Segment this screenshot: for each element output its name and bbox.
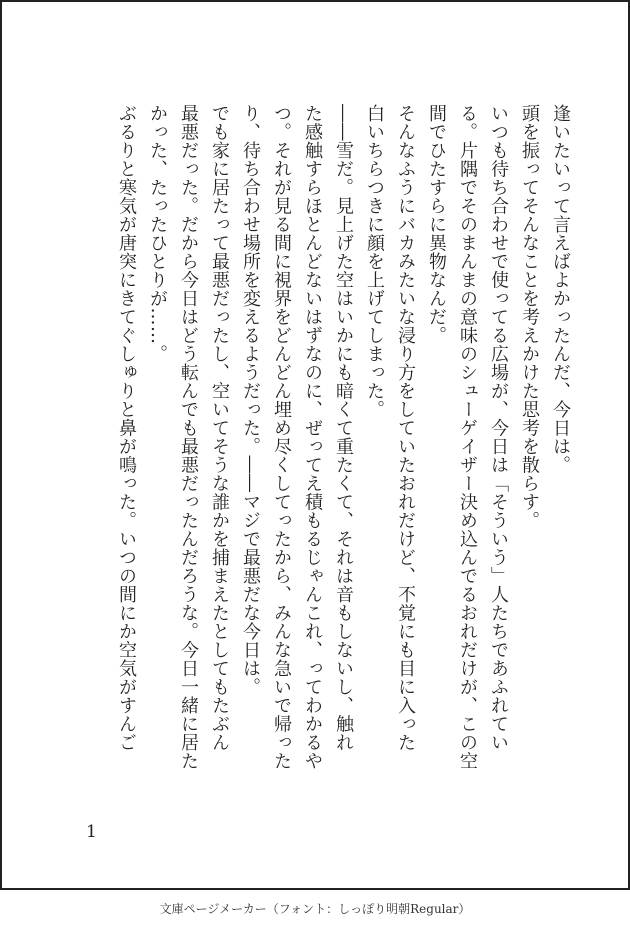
text-line: 最悪だった。だから今日はどう転んでも最悪だったんだろうな。今日一緒に居た <box>178 104 199 770</box>
text-line: いつも待ち合わせで使ってる広場が、今日は「そういう」人たちであふれてい <box>488 104 509 752</box>
text-line: でも家に居たって最悪だったし、空いてそうな誰かを捕まえたとしてもたぶん <box>209 104 230 752</box>
text-line: 頭を振ってそんなことを考えかけた思考を散らす。 <box>519 104 540 530</box>
text-line: 逢いたいって言えばよかったんだ、今日は。 <box>550 104 571 474</box>
page-number: 1 <box>86 822 97 842</box>
text-line: かった、たったひとりが……。 <box>147 104 168 363</box>
text-line: ――雪だ。見上げた空はいかにも暗くて重たくて、それは音もしないし、触れ <box>333 104 354 752</box>
footer-caption: 文庫ページメーカー（フォント：しっぽり明朝Regular） <box>159 902 471 916</box>
text-line: つ。それが見る間に視界をどんどん埋め尽くしてったから、みんな急いで帰った <box>271 104 292 770</box>
vertical-text-body <box>111 104 576 794</box>
text-line: そんなふうにバカみたいな浸り方をしていたおれだけど、不覚にも目に入った <box>395 104 416 752</box>
text-line: 間でひたすらに異物なんだ。 <box>426 104 447 345</box>
text-line: る。片隅でそのまんまの意味のシューゲイザー決め込んでるおれだけが、この空 <box>457 104 478 770</box>
text-line: 白いちらつきに顔を上げてしまった。 <box>364 104 385 419</box>
text-line: た感触すらほとんどないはずなのに、ぜってえ積もるじゃんこれ、ってわかるや <box>302 104 323 770</box>
text-line: り、待ち合わせ場所を変えるようだった。――マジで最悪だな今日は。 <box>240 104 261 696</box>
text-line: ぶるりと寒気が唐突にきてぐしゅりと鼻が鳴った。いつの間にか空気がすんご <box>116 104 137 752</box>
